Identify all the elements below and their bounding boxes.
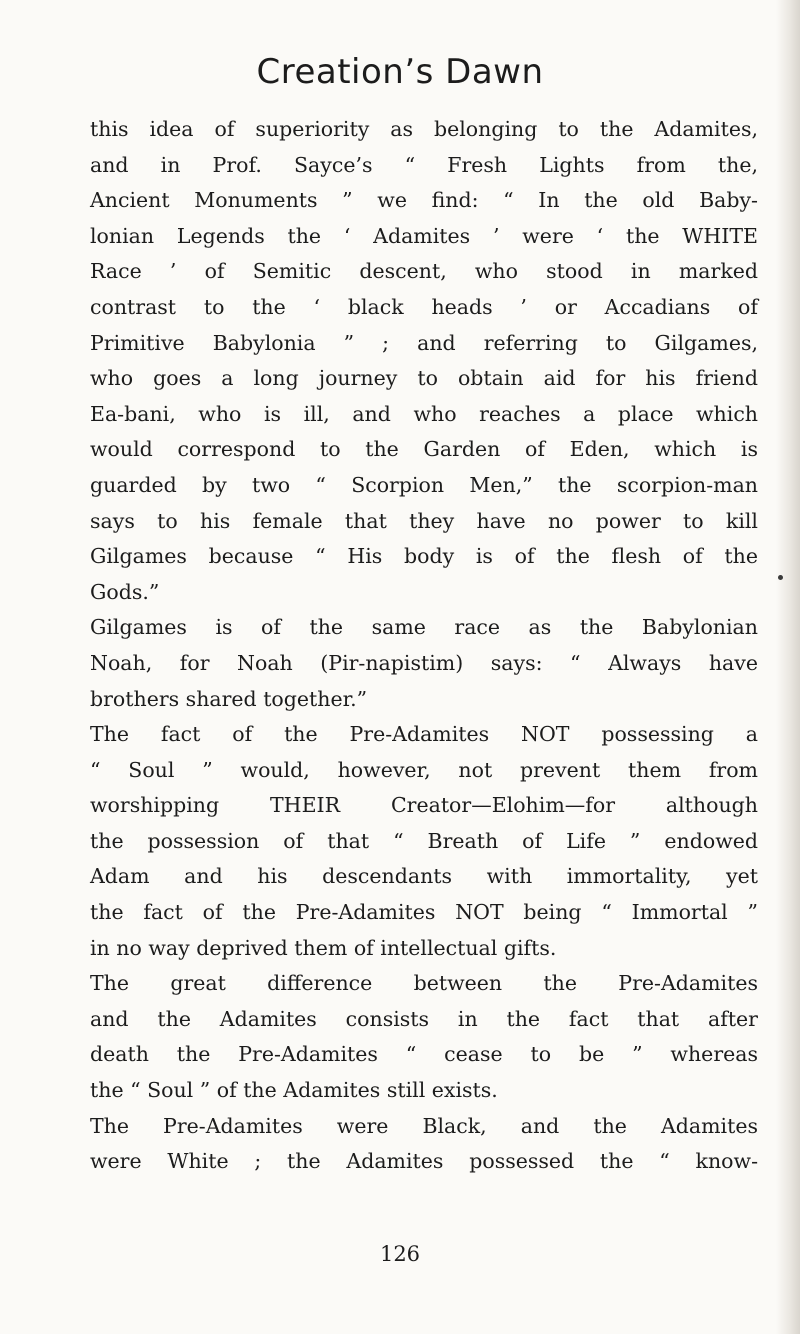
text-line: brothers shared together.” — [90, 686, 368, 711]
text-line: the “ Soul ” of the Adamites still exists. — [90, 1078, 498, 1103]
text-line: death the Pre-Adamites “ cease to be ” whereas — [90, 1042, 758, 1067]
text-line: would correspond to the Garden of Eden, which is — [90, 437, 758, 462]
text-line: Gilgames is of the same race as the Babylonian — [90, 615, 758, 640]
text-line: who goes a long journey to obtain aid for his friend — [90, 366, 758, 391]
text-line: Race ’ of Semitic descent, who stood in marked — [90, 259, 758, 284]
body-text — [90, 112, 758, 1180]
text-line: and the Adamites consists in the fact that after — [90, 1006, 758, 1031]
text-line: and in Prof. Sayce’s “ Fresh Lights from the, — [90, 152, 758, 177]
text-line: were White ; the Adamites possessed the “ know- — [90, 1149, 758, 1174]
text-line: guarded by two “ Scorpion Men,” the scorpion-man — [90, 472, 758, 497]
page-number: 126 — [379, 1242, 421, 1266]
text-line: Adam and his descendants with immortality, yet — [90, 864, 758, 889]
text-line: Primitive Babylonia ” ; and referring to Gilgames, — [90, 330, 758, 355]
text-line: Gilgames because “ His body is of the flesh of the — [90, 544, 758, 569]
text-line: worshipping THEIR Creator—Elohim—for although — [90, 793, 758, 818]
text-line: “ Soul ” would, however, not prevent them from — [90, 757, 758, 782]
text-line: The fact of the Pre-Adamites NOT possessing a — [90, 722, 758, 747]
margin-speck — [778, 575, 783, 580]
text-line: in no way deprived them of intellectual gifts. — [90, 935, 557, 960]
text-line: this idea of superiority as belonging to the Adamites, — [90, 117, 758, 141]
text-line: contrast to the ‘ black heads ’ or Accadians of — [90, 294, 758, 319]
text-line: Ea-bani, who is ill, and who reaches a place which — [90, 401, 758, 426]
text-line: The great difference between the Pre-Adamites — [90, 971, 758, 996]
text-line: The Pre-Adamites were Black, and the Adamites — [90, 1113, 758, 1138]
text-line: lonian Legends the ‘ Adamites ’ were ‘ the WHITE — [90, 223, 758, 248]
text-line: the possession of that “ Breath of Life ” endowed — [90, 828, 758, 853]
text-line: Noah, for Noah (Pir-napistim) says: “ Always have — [90, 650, 758, 675]
text-line: the fact of the Pre-Adamites NOT being “ Immortal ” — [90, 900, 758, 925]
page-edge-shadow — [776, 0, 800, 1334]
text-line: says to his female that they have no power to kill — [90, 508, 758, 533]
text-line: Ancient Monuments ” we find: “ In the old Baby- — [90, 188, 758, 213]
text-line: Gods.” — [90, 579, 160, 604]
running-head: Creation’s Dawn — [256, 52, 544, 92]
